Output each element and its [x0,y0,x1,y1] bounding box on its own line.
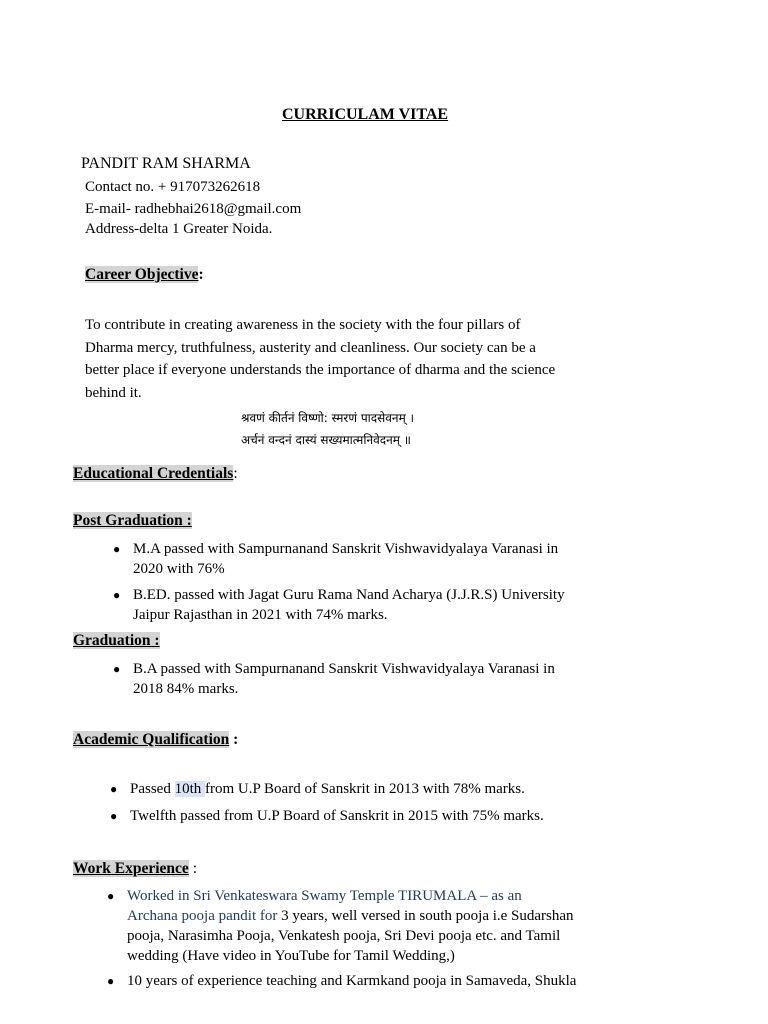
work-heading-text: Work Experience [73,860,189,877]
bullet-icon: ● [113,542,121,556]
list-item-text: from U.P Board of Sanskrit in 2013 with 78% marks. [205,781,525,797]
work-heading [73,860,197,878]
career-objective-text [85,314,625,404]
list-item-text: 3 years, well versed in south pooja i.e Sudarshan [281,908,574,924]
education-heading-colon: : [233,465,238,482]
list-item-text: 10 years of experience teaching and Karmkand pooja in Samaveda, Shukla [127,973,577,989]
list-item [113,539,559,579]
career-objective-heading-text: Career Objective [85,266,199,283]
list-item-line: Worked in Sri Venkateswara Swamy Temple TIRUMALA – as an [127,888,522,904]
list-item-text: Twelfth passed from U.P Board of Sanskrit in 2015 with 75% marks. [130,808,544,824]
postal-address: Address-delta 1 Greater Noida. [85,221,273,237]
list-item-line: 2020 with 76% [133,561,225,577]
education-heading [73,465,238,483]
list-item-line [127,906,574,926]
bullet-icon: ● [107,974,115,988]
contact-number: Contact no. + 917073262618 [85,179,261,195]
list-item [113,659,555,699]
objective-line: Dharma mercy, truthfulness, austerity and cleanliness. Our society can be a [85,339,536,356]
list-item-line: 2018 84% marks. [133,681,239,697]
list-item [110,806,544,826]
career-objective-heading-colon: : [198,266,204,283]
list-item-line: M.A passed with Sampurnanand Sanskrit Vishwavidyalaya Varanasi in [133,541,559,557]
list-item-text: Archana pooja pandit for [127,908,282,924]
post-graduation-heading-text: Post Graduation : [73,512,192,529]
shloka-line: अर्चनं वन्दनं दास्यं सख्यमात्मनिवेदनम् ॥ [241,433,411,447]
list-item-line: Jaipur Rajasthan in 2021 with 74% marks. [133,607,388,623]
bullet-icon: ● [110,809,118,823]
document-title: CURRICULAM VITAE [282,106,449,123]
career-objective-heading [85,266,204,284]
shloka-line: श्रवणं कीर्तनं विष्णो: स्मरणं पादसेवनम् । [241,411,415,425]
work-heading-colon: : [188,860,197,877]
list-item [107,886,574,966]
list-item [113,585,565,625]
list-item [107,971,577,991]
selected-text: 10th [174,781,206,797]
bullet-icon: ● [110,782,118,796]
bullet-icon: ● [113,588,121,602]
bullet-icon: ● [107,889,115,903]
education-heading-text: Educational Credentials [73,465,234,482]
graduation-heading-text: Graduation : [73,632,160,649]
list-item-line: wedding (Have video in YouTube for Tamil Wedding,) [127,948,455,964]
academic-heading-text: Academic Qualification [73,731,230,748]
list-item-line: B.ED. passed with Jagat Guru Rama Nand Acharya (J.J.R.S) University [133,587,565,603]
graduation-heading [73,632,160,650]
objective-line: better place if everyone understands the importance of dharma and the science [85,362,556,378]
bullet-icon: ● [113,662,121,676]
list-item-text: Passed [130,781,175,797]
list-item [110,779,525,799]
list-item-line: pooja, Narasimha Pooja, Venkatesh pooja, Sri Devi pooja etc. and Tamil [127,928,561,944]
list-item-line: B.A passed with Sampurnanand Sanskrit Vishwavidyalaya Varanasi in [133,661,555,677]
academic-heading-colon: : [229,731,239,748]
academic-heading [73,731,238,749]
objective-line: behind it. [85,384,142,401]
post-graduation-heading [73,512,192,530]
candidate-name: PANDIT RAM SHARMA [81,155,251,172]
objective-line: To contribute in creating awareness in the society with the four pillars of [85,317,521,333]
email-address: E-mail- radhebhai2618@gmail.com [85,201,302,217]
